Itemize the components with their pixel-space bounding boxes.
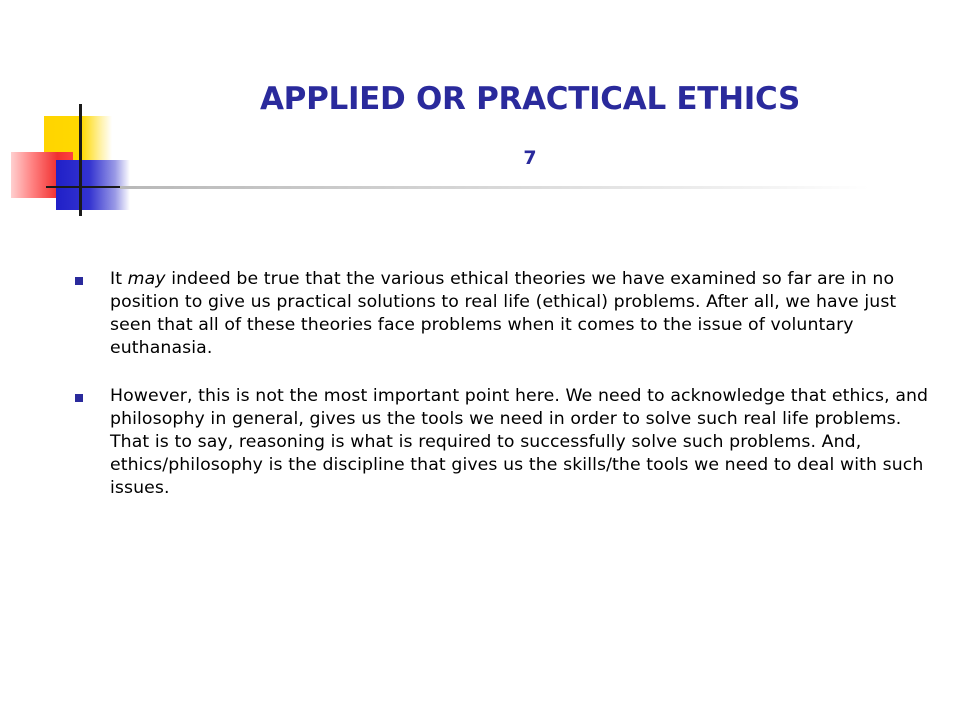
bullet-text: However, this is not the most important point here. We need to acknowledge that ethics, and philosophy in general, gives us the tools we need in order to solve such real life problems. That is to say, reasoning is what is required to successfully solve such problems. And, ethics/philosophy is the discipline that gives us the skills/the tools we need to deal with such issues. bbox=[110, 386, 929, 498]
bullet-text-lead: It bbox=[110, 269, 128, 289]
bullet-list bbox=[72, 268, 932, 525]
bullet-item bbox=[72, 268, 932, 360]
bullet-text-emphasis: may bbox=[127, 269, 166, 289]
bullet-item bbox=[72, 385, 932, 500]
bullet-square-icon bbox=[75, 394, 83, 402]
bullet-text-rest: indeed be true that the various ethical theories we have examined so far are in no position to give us practical solutions to real life (ethical) problems. After all, we have just seen that all of these theories face problems when it comes to the issue of voluntary euthanasia. bbox=[110, 269, 897, 358]
logo-vertical-line bbox=[79, 104, 82, 216]
slide-number: 7 bbox=[523, 147, 537, 169]
bullet-square-icon bbox=[75, 277, 83, 285]
slide-title: APPLIED OR PRACTICAL ETHICS bbox=[259, 81, 801, 117]
decorative-logo bbox=[0, 0, 140, 220]
title-divider-rule bbox=[120, 186, 870, 189]
blue-square-shape bbox=[56, 160, 130, 210]
logo-horizontal-line bbox=[46, 186, 128, 188]
